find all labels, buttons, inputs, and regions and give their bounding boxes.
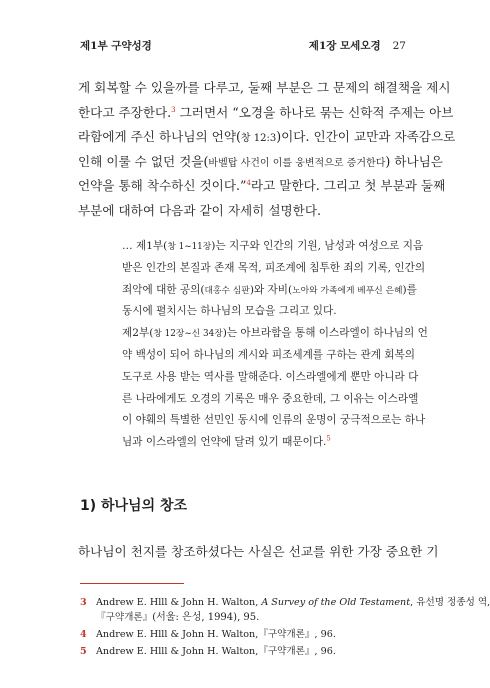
quote-line: 동시에 펼치시는 하나님의 모습을 그리고 있다.	[122, 305, 337, 318]
footnote-ref-3: 3	[171, 105, 176, 114]
section-heading: 1) 하나님의 창조	[80, 498, 188, 514]
footnote-ref-4: 4	[246, 179, 251, 188]
running-header-left: 제1부 구약성경	[80, 40, 152, 52]
text-line: 인해 이룰 수 없던 것을(바벨탑 사건이 이를 웅변적으로 증거한다) 하나님은	[78, 153, 443, 169]
footnote-divider	[80, 583, 184, 584]
footnote-number: 5	[80, 646, 87, 657]
footnote-4: 4 Andrew E. Hlll & John H. Walton,『구약개론』, 96.	[80, 628, 425, 643]
body-paragraph-1	[78, 76, 456, 224]
page-number: 27	[392, 40, 406, 52]
footnote-ref-5: 5	[326, 434, 331, 443]
text-line: 게 회복할 수 있을까를 다루고, 둘째 부분은 그 문제의 해결책을 제시	[78, 80, 451, 95]
text-line: 하나님이 천지를 창조하셨다는 사실은 선교를 위한 가장 중요한 기	[78, 544, 439, 559]
body-paragraph-2	[78, 540, 439, 565]
footnote-number: 3	[80, 597, 87, 608]
text-line: 라함에게 주신 하나님의 언약(창 12:3)이다. 인간이 교만과 자족감으로	[78, 129, 456, 145]
text-line: 부분에 대하여 다음과 같이 자세히 설명한다.	[78, 202, 321, 218]
quote-line: 님과 이스라엘의 언약에 달려 있기 때문이다.$^5$	[122, 434, 331, 449]
text-line: 언약을 통해 착수하신 것이다.”$^4$라고 말한다. 그리고 첫 부분과 둘째	[78, 178, 446, 194]
footnote-5: 5 Andrew E. Hlll & John H. Walton,『구약개론』, 96.	[80, 645, 425, 660]
block-quote	[122, 236, 428, 454]
book-title: A Survey of the Old Testament	[261, 597, 411, 608]
quote-line: 른 나라에게도 오경의 기록은 매우 중요한데, 그 이유는 이스라엘	[122, 392, 419, 405]
text-line: 한다고 주장한다.$^3$ 그러면서 “오경을 하나로 묶는 신학적 주제는 아브	[78, 104, 454, 120]
quote-line: 약 백성이 되어 하나님의 계시와 피조세계를 구하는 관계 회복의	[122, 348, 416, 361]
quote-line: 이 야훼의 특별한 선민인 동시에 인류의 운명이 궁극적으로는 하나	[122, 414, 426, 427]
quote-line: 받은 인간의 본질과 존재 목적, 피조계에 침투한 죄의 기록, 인간의	[122, 261, 426, 274]
chapter-title: 제1장 모세오경	[308, 40, 381, 52]
quote-line: 제2부(창 12장~신 34장)는 아브라함을 통해 이스라엘이 하나님의 언	[122, 327, 428, 340]
quote-line: 죄악에 대한 공의(대홍수 심판)와 자비(노아와 가족에게 베푸신 은혜)를	[122, 283, 417, 296]
running-header-right	[309, 38, 406, 53]
quote-line: 도구로 사용 받는 역사를 말해준다. 이스라엘에게 뿐만 아니라 다	[122, 370, 419, 383]
footnote-number: 4	[80, 629, 87, 640]
footnote-3: 3 Andrew E. Hlll & John H. Walton, A Survey of the Old Testament, 유선명 정종성 역, 『구약개론』(서울: 은성, 1994), 95.	[80, 597, 490, 623]
quote-line: … 제1부(창 1~11장)는 지구와 인간의 기원, 남성과 여성으로 지음	[122, 240, 424, 252]
